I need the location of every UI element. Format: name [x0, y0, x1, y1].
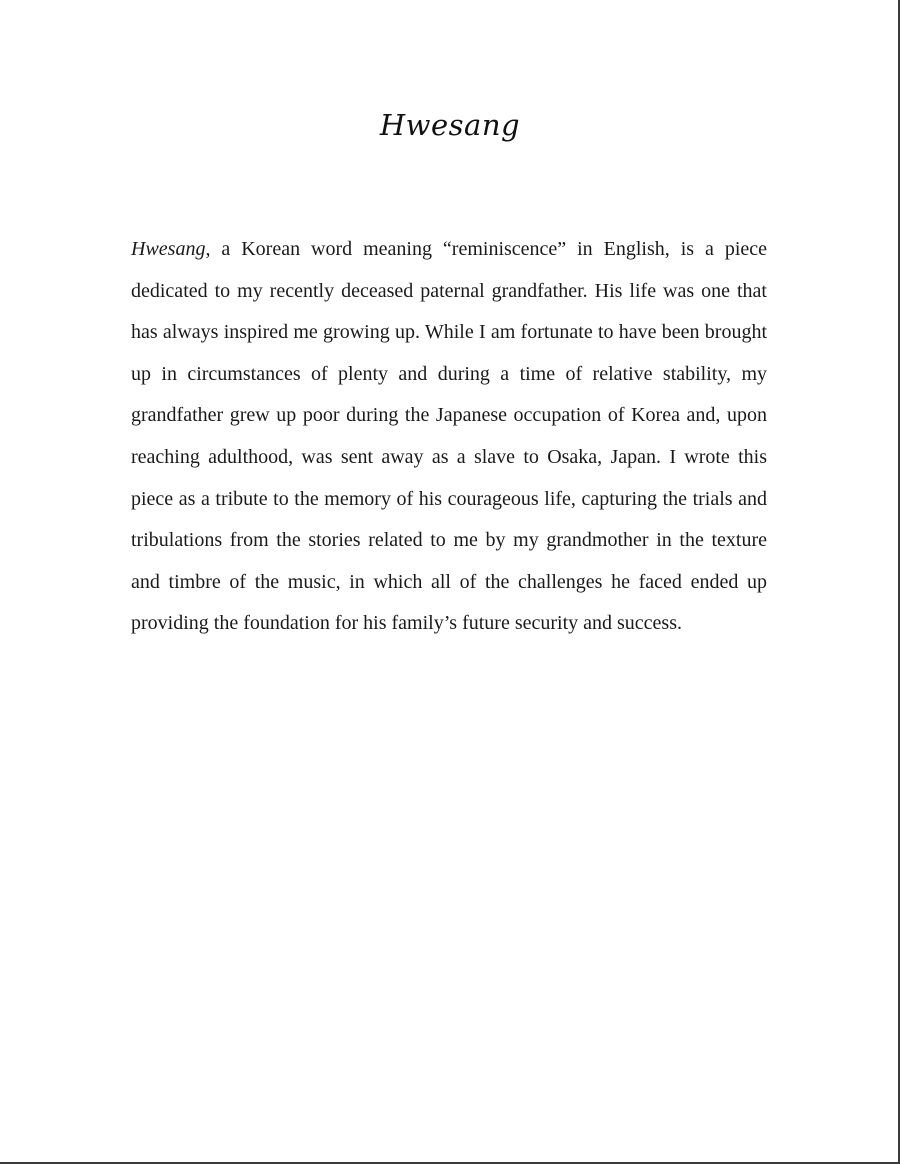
- page-title: Hwesang: [379, 108, 521, 142]
- paragraph-text: , a Korean word meaning “reminiscence” in English, is a piece dedicated to my recently deceased paternal grandfather. His life was one that has always inspired me growing up. While I am fortunate to have been brought up in circumstances of plenty and during a time of relative stability, my grandfather grew up poor during the Japanese occupation of Korea and, upon reaching adulthood, was sent away as a slave to Osaka, Japan. I wrote this piece as a tribute to the memory of his courageous life, capturing the trials and tribulations from the stories related to me by my grandmother in the texture and timbre of the music, in which all of the challenges he faced ended up providing the foundation for his family’s future security and success.: [131, 238, 767, 635]
- body-paragraph: [131, 229, 767, 645]
- italic-term: Hwesang: [131, 238, 206, 260]
